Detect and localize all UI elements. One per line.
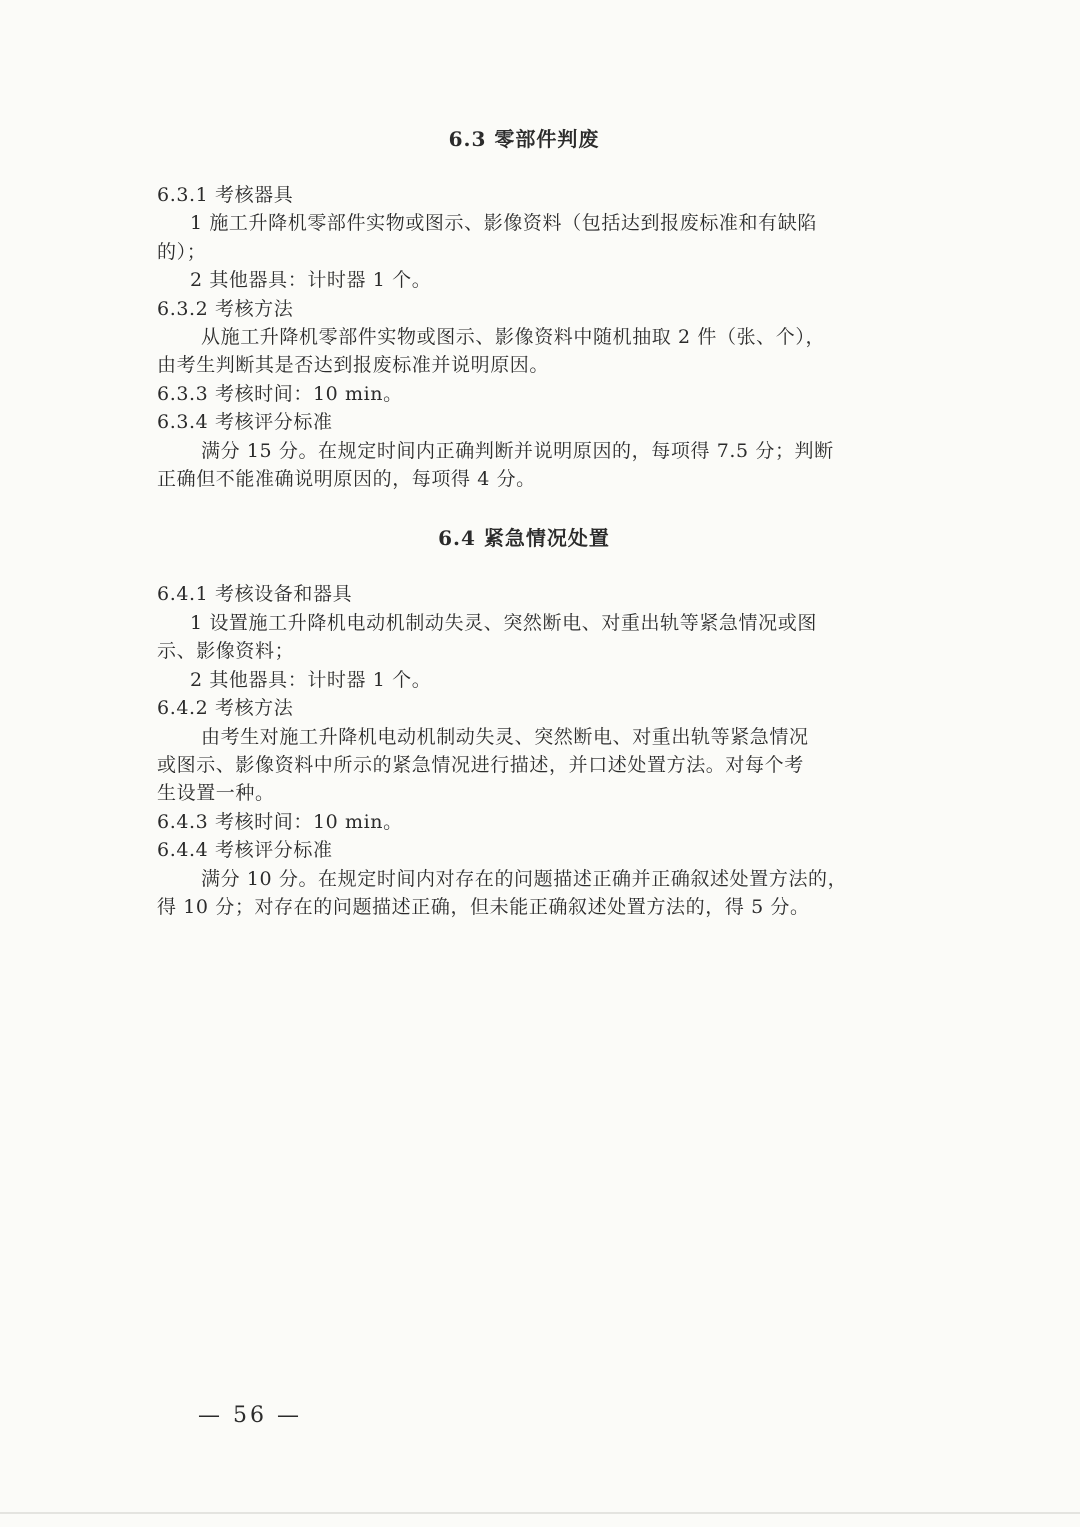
paragraph-line: 由考生判断其是否达到报废标准并说明原因。 — [157, 354, 550, 377]
paragraph-line: 满分 15 分。在规定时间内正确判断并说明原因的，每项得 7.5 分；判断 — [201, 439, 834, 462]
section-body — [157, 181, 889, 493]
subheading-6-3-4: 6.3.4 考核评分标准 — [157, 411, 333, 434]
list-item: 2 其他器具：计时器 1 个。 — [190, 269, 432, 292]
section-6-4 — [157, 523, 889, 921]
paragraph-line: 满分 10 分。在规定时间内对存在的问题描述正确并正确叙述处置方法的， — [201, 867, 848, 890]
page-number: — 56 — — [198, 1403, 302, 1428]
page-content — [157, 124, 889, 921]
list-item-continuation: 示、影像资料； — [157, 640, 295, 663]
subheading-6-4-4: 6.4.4 考核评分标准 — [157, 839, 333, 862]
section-spacer — [157, 493, 889, 523]
list-item: 2 其他器具：计时器 1 个。 — [190, 668, 432, 691]
bottom-edge-line — [0, 1512, 1080, 1514]
paragraph-line: 正确但不能准确说明原因的，每项得 4 分。 — [157, 468, 536, 491]
section-title: 6.3 零部件判废 — [448, 127, 600, 151]
subheading-6-4-2: 6.4.2 考核方法 — [157, 697, 294, 720]
list-item: 1 施工升降机零部件实物或图示、影像资料（包括达到报废标准和有缺陷 — [190, 212, 817, 235]
section-6-3 — [157, 124, 889, 493]
subheading-6-3-1: 6.3.1 考核器具 — [157, 184, 294, 206]
paragraph-line: 生设置一种。 — [157, 782, 275, 805]
subheading-6-3-2: 6.3.2 考核方法 — [157, 297, 294, 320]
paragraph-line: 或图示、影像资料中所示的紧急情况进行描述，并口述处置方法。对每个考 — [157, 753, 804, 776]
list-item: 1 设置施工升降机电动机制动失灵、突然断电、对重出轨等紧急情况或图 — [190, 611, 817, 634]
subheading-6-4-3: 6.4.3 考核时间：10 min。 — [157, 810, 403, 833]
subheading-6-3-3: 6.3.3 考核时间：10 min。 — [157, 382, 403, 405]
section-title: 6.4 紧急情况处置 — [438, 526, 610, 551]
paragraph-line: 从施工升降机零部件实物或图示、影像资料中随机抽取 2 件（张、个）， — [201, 326, 826, 349]
list-item-continuation: 的）； — [157, 240, 207, 263]
subheading-6-4-1: 6.4.1 考核设备和器具 — [157, 583, 353, 606]
paragraph-line: 得 10 分；对存在的问题描述正确，但未能正确叙述处置方法的，得 5 分。 — [157, 895, 810, 918]
section-body — [157, 580, 889, 921]
paragraph-line: 由考生对施工升降机电动机制动失灵、突然断电、对重出轨等紧急情况 — [201, 725, 809, 748]
